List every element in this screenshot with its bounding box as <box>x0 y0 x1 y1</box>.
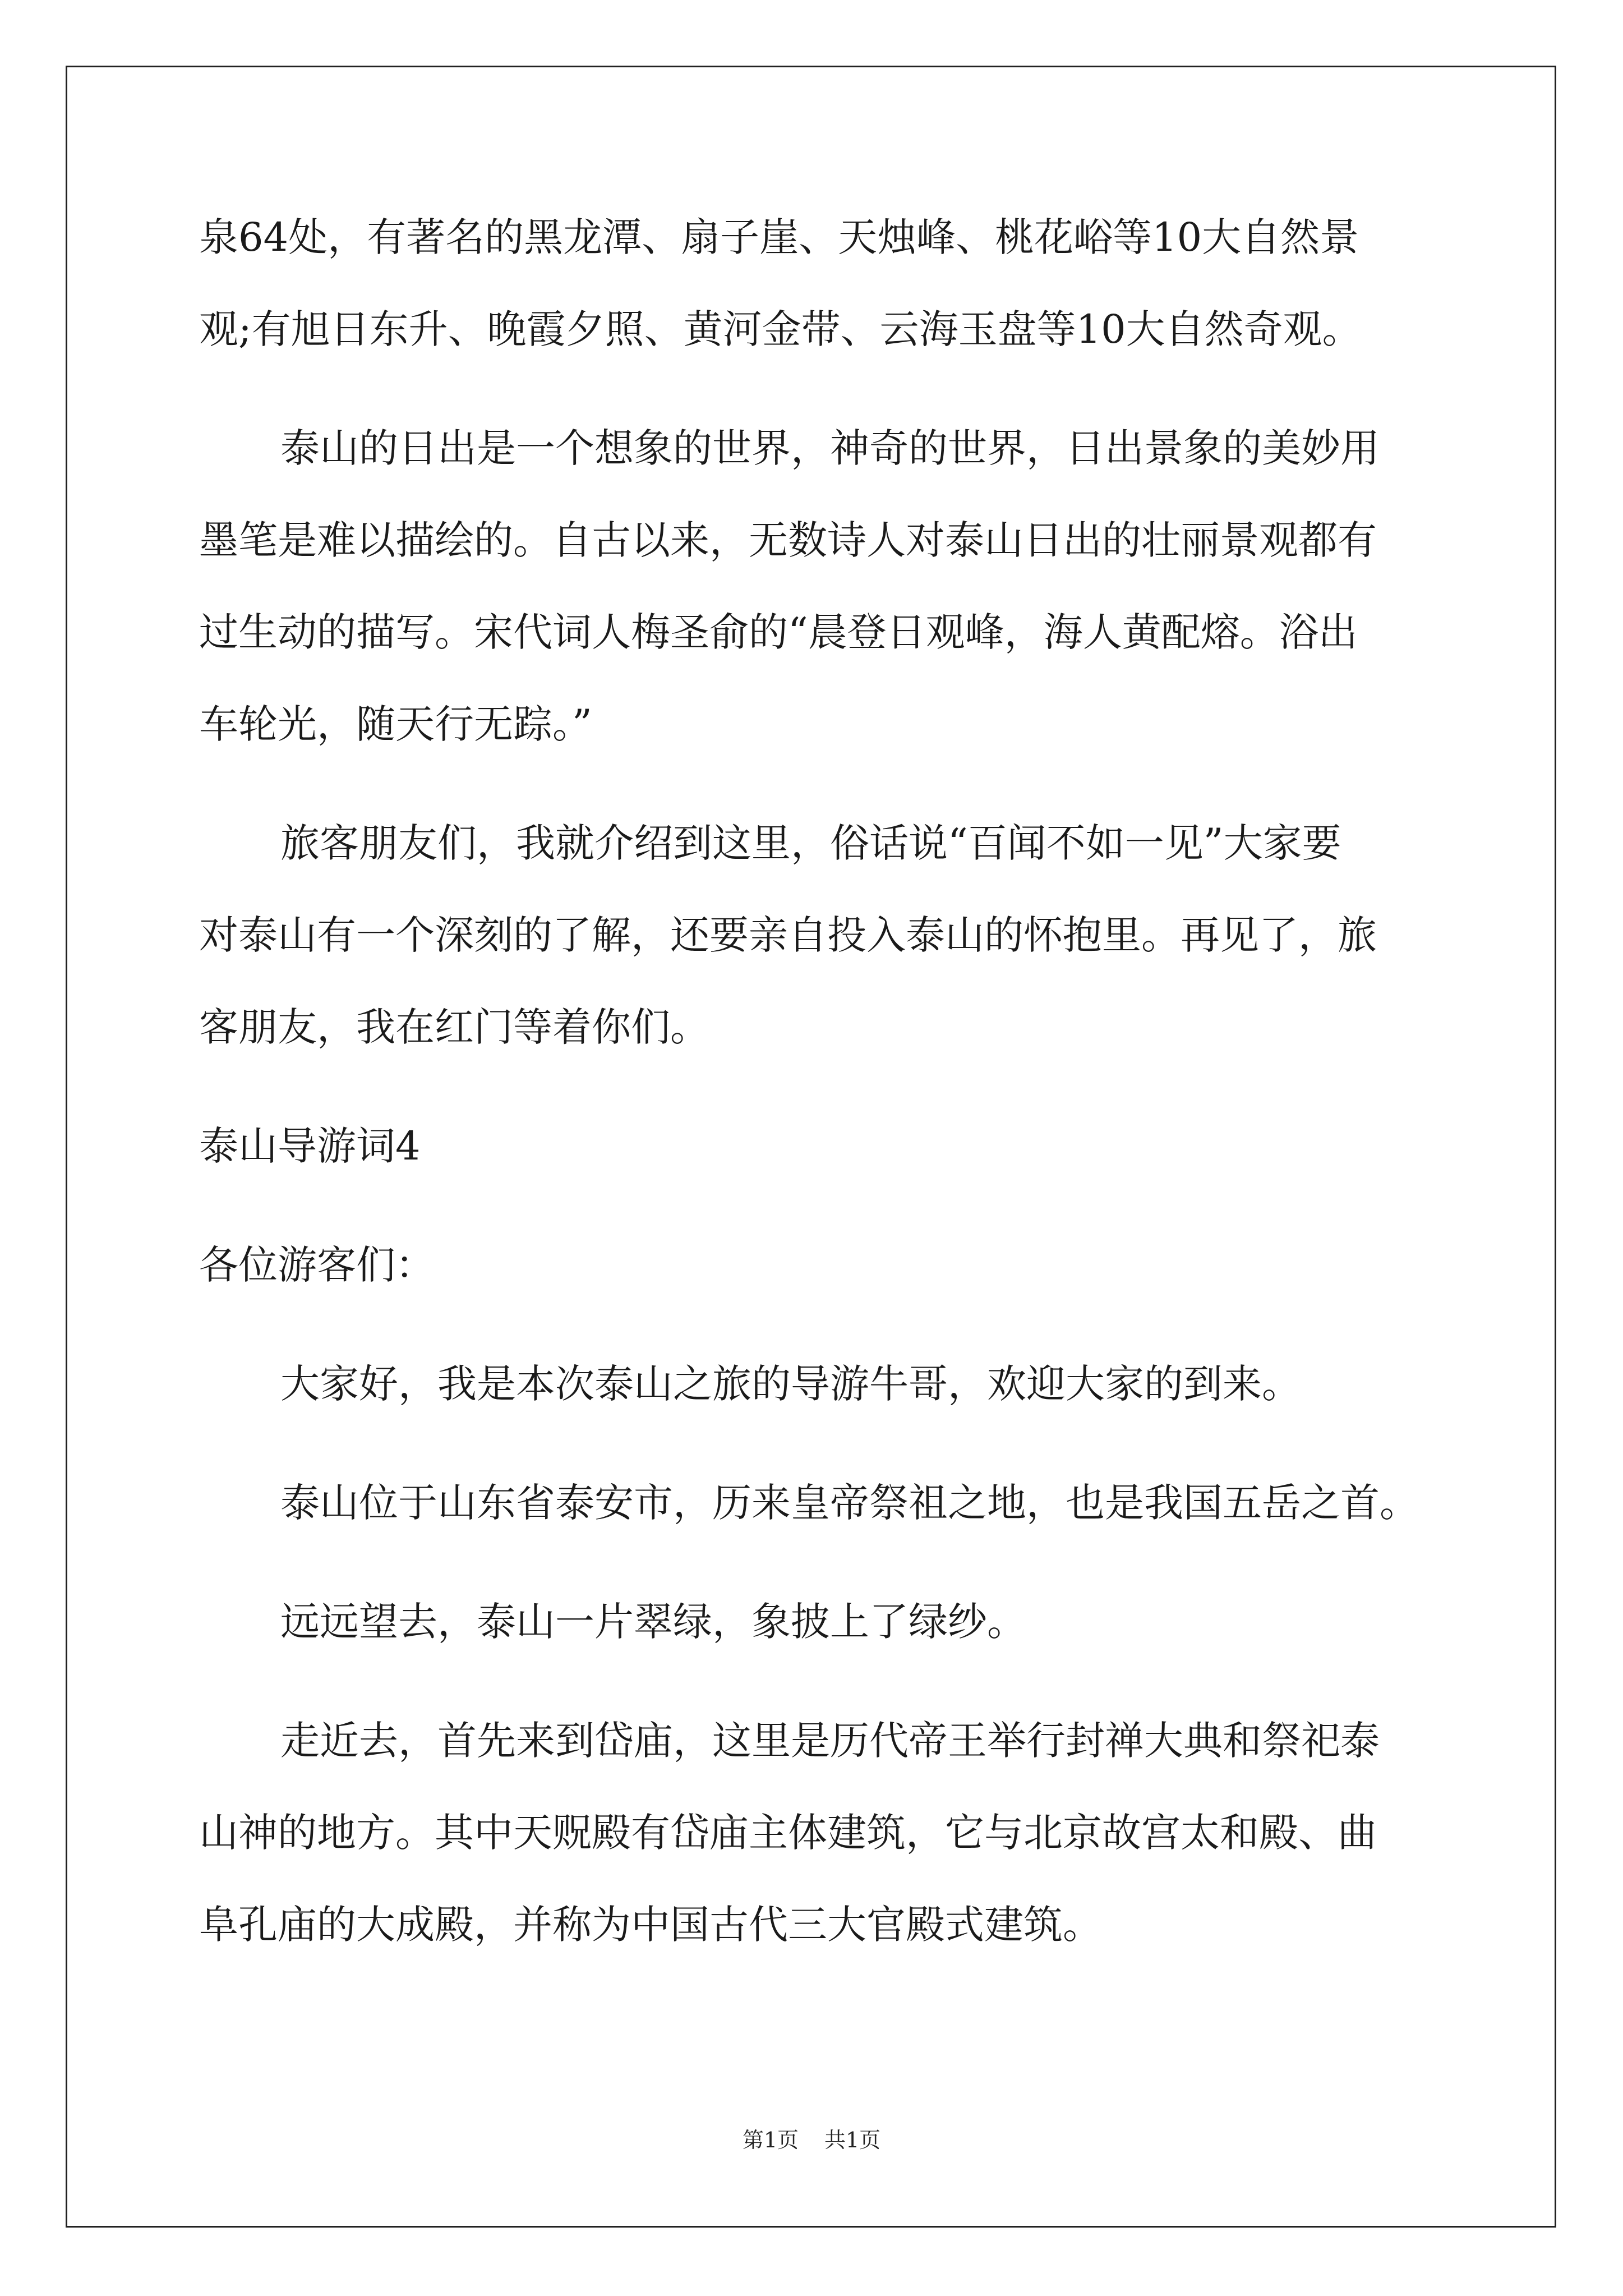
paragraph-first-line: 泰山位于山东省泰安市，历来皇帝祭祖之地，也是我国五岳之首。 <box>280 1480 1419 1526</box>
body-line: 过生动的描写。宋代词人梅圣俞的“晨登日观峰，海人黄配熔。浴出 <box>199 609 1358 655</box>
body-line: 墨笔是难以描绘的。自古以来，无数诗人对泰山日出的壮丽景观都有 <box>199 517 1377 563</box>
page-number: 第1页 <box>742 2128 799 2152</box>
paragraph-first-line: 大家好，我是本次泰山之旅的导游牛哥，欢迎大家的到来。 <box>280 1361 1301 1407</box>
body-line: 对泰山有一个深刻的了解，还要亲自投入泰山的怀抱里。再见了，旅 <box>199 912 1377 958</box>
body-line: 车轮光，随天行无踪。” <box>199 701 592 747</box>
paragraph-first-line: 泰山的日出是一个想象的世界，神奇的世界，日出景象的美妙用 <box>280 425 1380 471</box>
body-line: 山神的地方。其中天贶殿有岱庙主体建筑，它与北京故宫太和殿、曲 <box>199 1810 1377 1856</box>
page-footer <box>0 2126 1623 2154</box>
body-line: 观;有旭日东升、晚霞夕照、黄河金带、云海玉盘等10大自然奇观。 <box>199 306 1362 352</box>
body-line: 阜孔庙的大成殿，并称为中国古代三大官殿式建筑。 <box>199 1902 1102 1948</box>
body-line: 客朋友，我在红门等着你们。 <box>199 1004 709 1050</box>
body-line: 泉64处，有著名的黑龙潭、扇子崖、天烛峰、桃花峪等10大自然景 <box>199 214 1359 260</box>
salutation: 各位游客们： <box>199 1242 435 1288</box>
paragraph-first-line: 远远望去，泰山一片翠绿，象披上了绿纱。 <box>280 1599 1026 1645</box>
section-heading: 泰山导游词4 <box>199 1123 421 1169</box>
paragraph-first-line: 走近去，首先来到岱庙，这里是历代帝王举行封禅大典和祭祀泰 <box>280 1718 1380 1764</box>
page-total: 共1页 <box>824 2128 881 2152</box>
paragraph-first-line: 旅客朋友们，我就介绍到这里，俗话说“百闻不如一见”大家要 <box>280 820 1341 866</box>
